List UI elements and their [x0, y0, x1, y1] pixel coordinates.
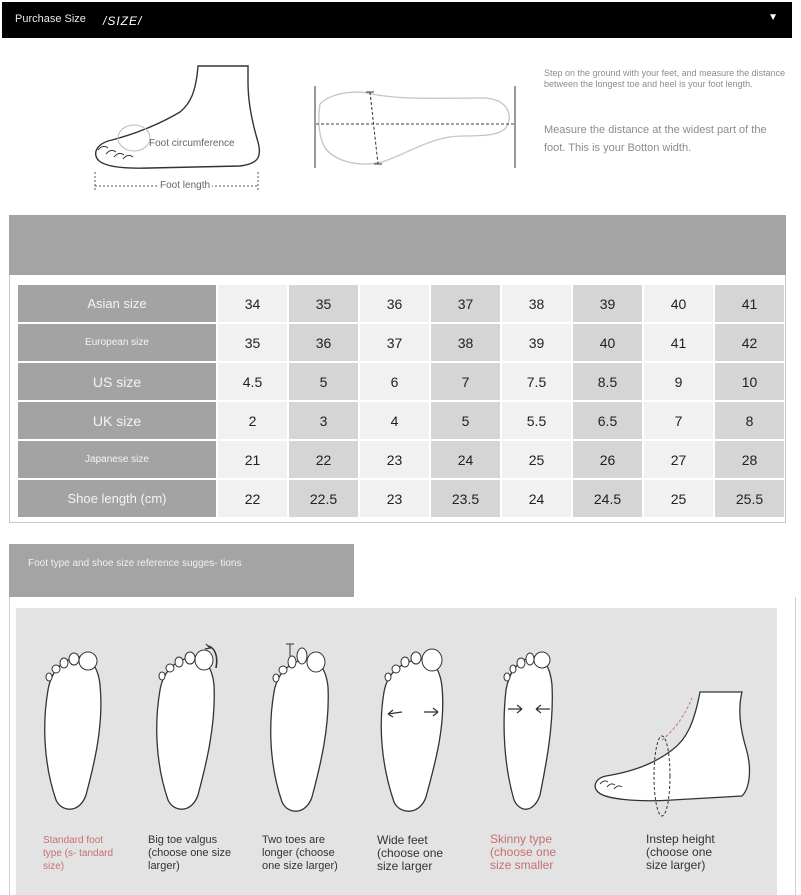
skinny-foot-caption: Skinny type (choose one size smaller — [490, 832, 557, 872]
foot-type-tab — [9, 544, 354, 597]
size-cell: 26 — [573, 441, 642, 478]
skinny-foot-icon — [496, 645, 560, 820]
size-cell: 37 — [360, 324, 429, 361]
size-cell: 25.5 — [715, 480, 784, 517]
triangle-down-icon[interactable]: ▼ — [768, 12, 778, 23]
size-row-label: Asian size — [18, 285, 216, 322]
size-cell: 8 — [715, 402, 784, 439]
size-cell: 4.5 — [218, 363, 287, 400]
size-row — [18, 402, 784, 439]
foot-type-title: Foot type and shoe size reference sugges- tions — [28, 558, 242, 569]
size-row — [18, 441, 784, 478]
size-cell: 38 — [431, 324, 500, 361]
size-cell: 39 — [573, 285, 642, 322]
size-cell: 35 — [289, 285, 358, 322]
size-cell: 42 — [715, 324, 784, 361]
size-cell: 40 — [644, 285, 713, 322]
size-cell: 40 — [573, 324, 642, 361]
size-cell: 5 — [431, 402, 500, 439]
size-cell: 36 — [360, 285, 429, 322]
size-cell: 28 — [715, 441, 784, 478]
size-cell: 7 — [431, 363, 500, 400]
size-subtitle: /SIZE/ — [103, 14, 143, 28]
foot-sole-diagram — [312, 84, 522, 170]
foot-length-label: Foot length — [160, 180, 211, 191]
size-cell: 39 — [502, 324, 571, 361]
standard-foot-caption: Standard foot type (s- tandard size) — [43, 835, 114, 872]
size-row-label: Japanese size — [18, 441, 216, 478]
size-chart-table — [16, 283, 786, 519]
size-row-label: European size — [18, 324, 216, 361]
size-cell: 23 — [360, 441, 429, 478]
foot-side-diagram — [90, 62, 265, 197]
wide-feet-icon — [376, 642, 452, 821]
size-row-label: Shoe length (cm) — [18, 480, 216, 517]
size-chart-header-band — [9, 215, 786, 275]
size-cell: 9 — [644, 363, 713, 400]
size-row — [18, 324, 784, 361]
size-cell: 2 — [218, 402, 287, 439]
size-cell: 27 — [644, 441, 713, 478]
size-cell: 23 — [360, 480, 429, 517]
size-cell: 8.5 — [573, 363, 642, 400]
size-cell: 37 — [431, 285, 500, 322]
instep-height-caption: Instep height (choose one size larger) — [646, 832, 715, 872]
size-row-label: US size — [18, 363, 216, 400]
foot-width-instruction: Measure the distance at the widest part of the foot. This is your Botton width. — [544, 124, 767, 154]
size-cell: 22.5 — [289, 480, 358, 517]
size-cell: 38 — [502, 285, 571, 322]
size-cell: 34 — [218, 285, 287, 322]
size-cell: 24 — [431, 441, 500, 478]
size-cell: 10 — [715, 363, 784, 400]
standard-foot-icon — [38, 645, 110, 820]
size-cell: 23.5 — [431, 480, 500, 517]
size-cell: 6.5 — [573, 402, 642, 439]
size-cell: 24.5 — [573, 480, 642, 517]
size-cell: 25 — [502, 441, 571, 478]
purchase-size-title: Purchase Size — [15, 13, 86, 25]
size-cell: 41 — [715, 285, 784, 322]
size-header-bar[interactable] — [2, 2, 792, 38]
size-cell: 24 — [502, 480, 571, 517]
wide-feet-caption: Wide feet (choose one size larger — [377, 833, 444, 873]
foot-circumference-label: Foot circumference — [149, 138, 235, 149]
size-cell: 22 — [289, 441, 358, 478]
big-toe-valgus-caption: Big toe valgus (choose one size larger) — [148, 834, 232, 872]
size-row — [18, 285, 784, 322]
size-row-label: UK size — [18, 402, 216, 439]
two-toes-longer-icon — [264, 642, 340, 821]
size-cell: 21 — [218, 441, 287, 478]
size-cell: 25 — [644, 480, 713, 517]
two-toes-longer-caption: Two toes are longer (choose one size larger) — [262, 834, 338, 872]
size-row — [18, 480, 784, 517]
size-cell: 7.5 — [502, 363, 571, 400]
foot-length-instruction: Step on the ground with your feet, and measure the distance between the longest toe and heel is your foot length. — [544, 68, 786, 89]
big-toe-valgus-icon — [150, 640, 230, 820]
instep-height-icon — [592, 688, 760, 823]
size-cell: 7 — [644, 402, 713, 439]
size-cell: 5 — [289, 363, 358, 400]
size-cell: 5.5 — [502, 402, 571, 439]
size-cell: 36 — [289, 324, 358, 361]
size-cell: 22 — [218, 480, 287, 517]
size-cell: 4 — [360, 402, 429, 439]
size-cell: 35 — [218, 324, 287, 361]
size-cell: 3 — [289, 402, 358, 439]
size-cell: 6 — [360, 363, 429, 400]
size-row — [18, 363, 784, 400]
size-cell: 41 — [644, 324, 713, 361]
